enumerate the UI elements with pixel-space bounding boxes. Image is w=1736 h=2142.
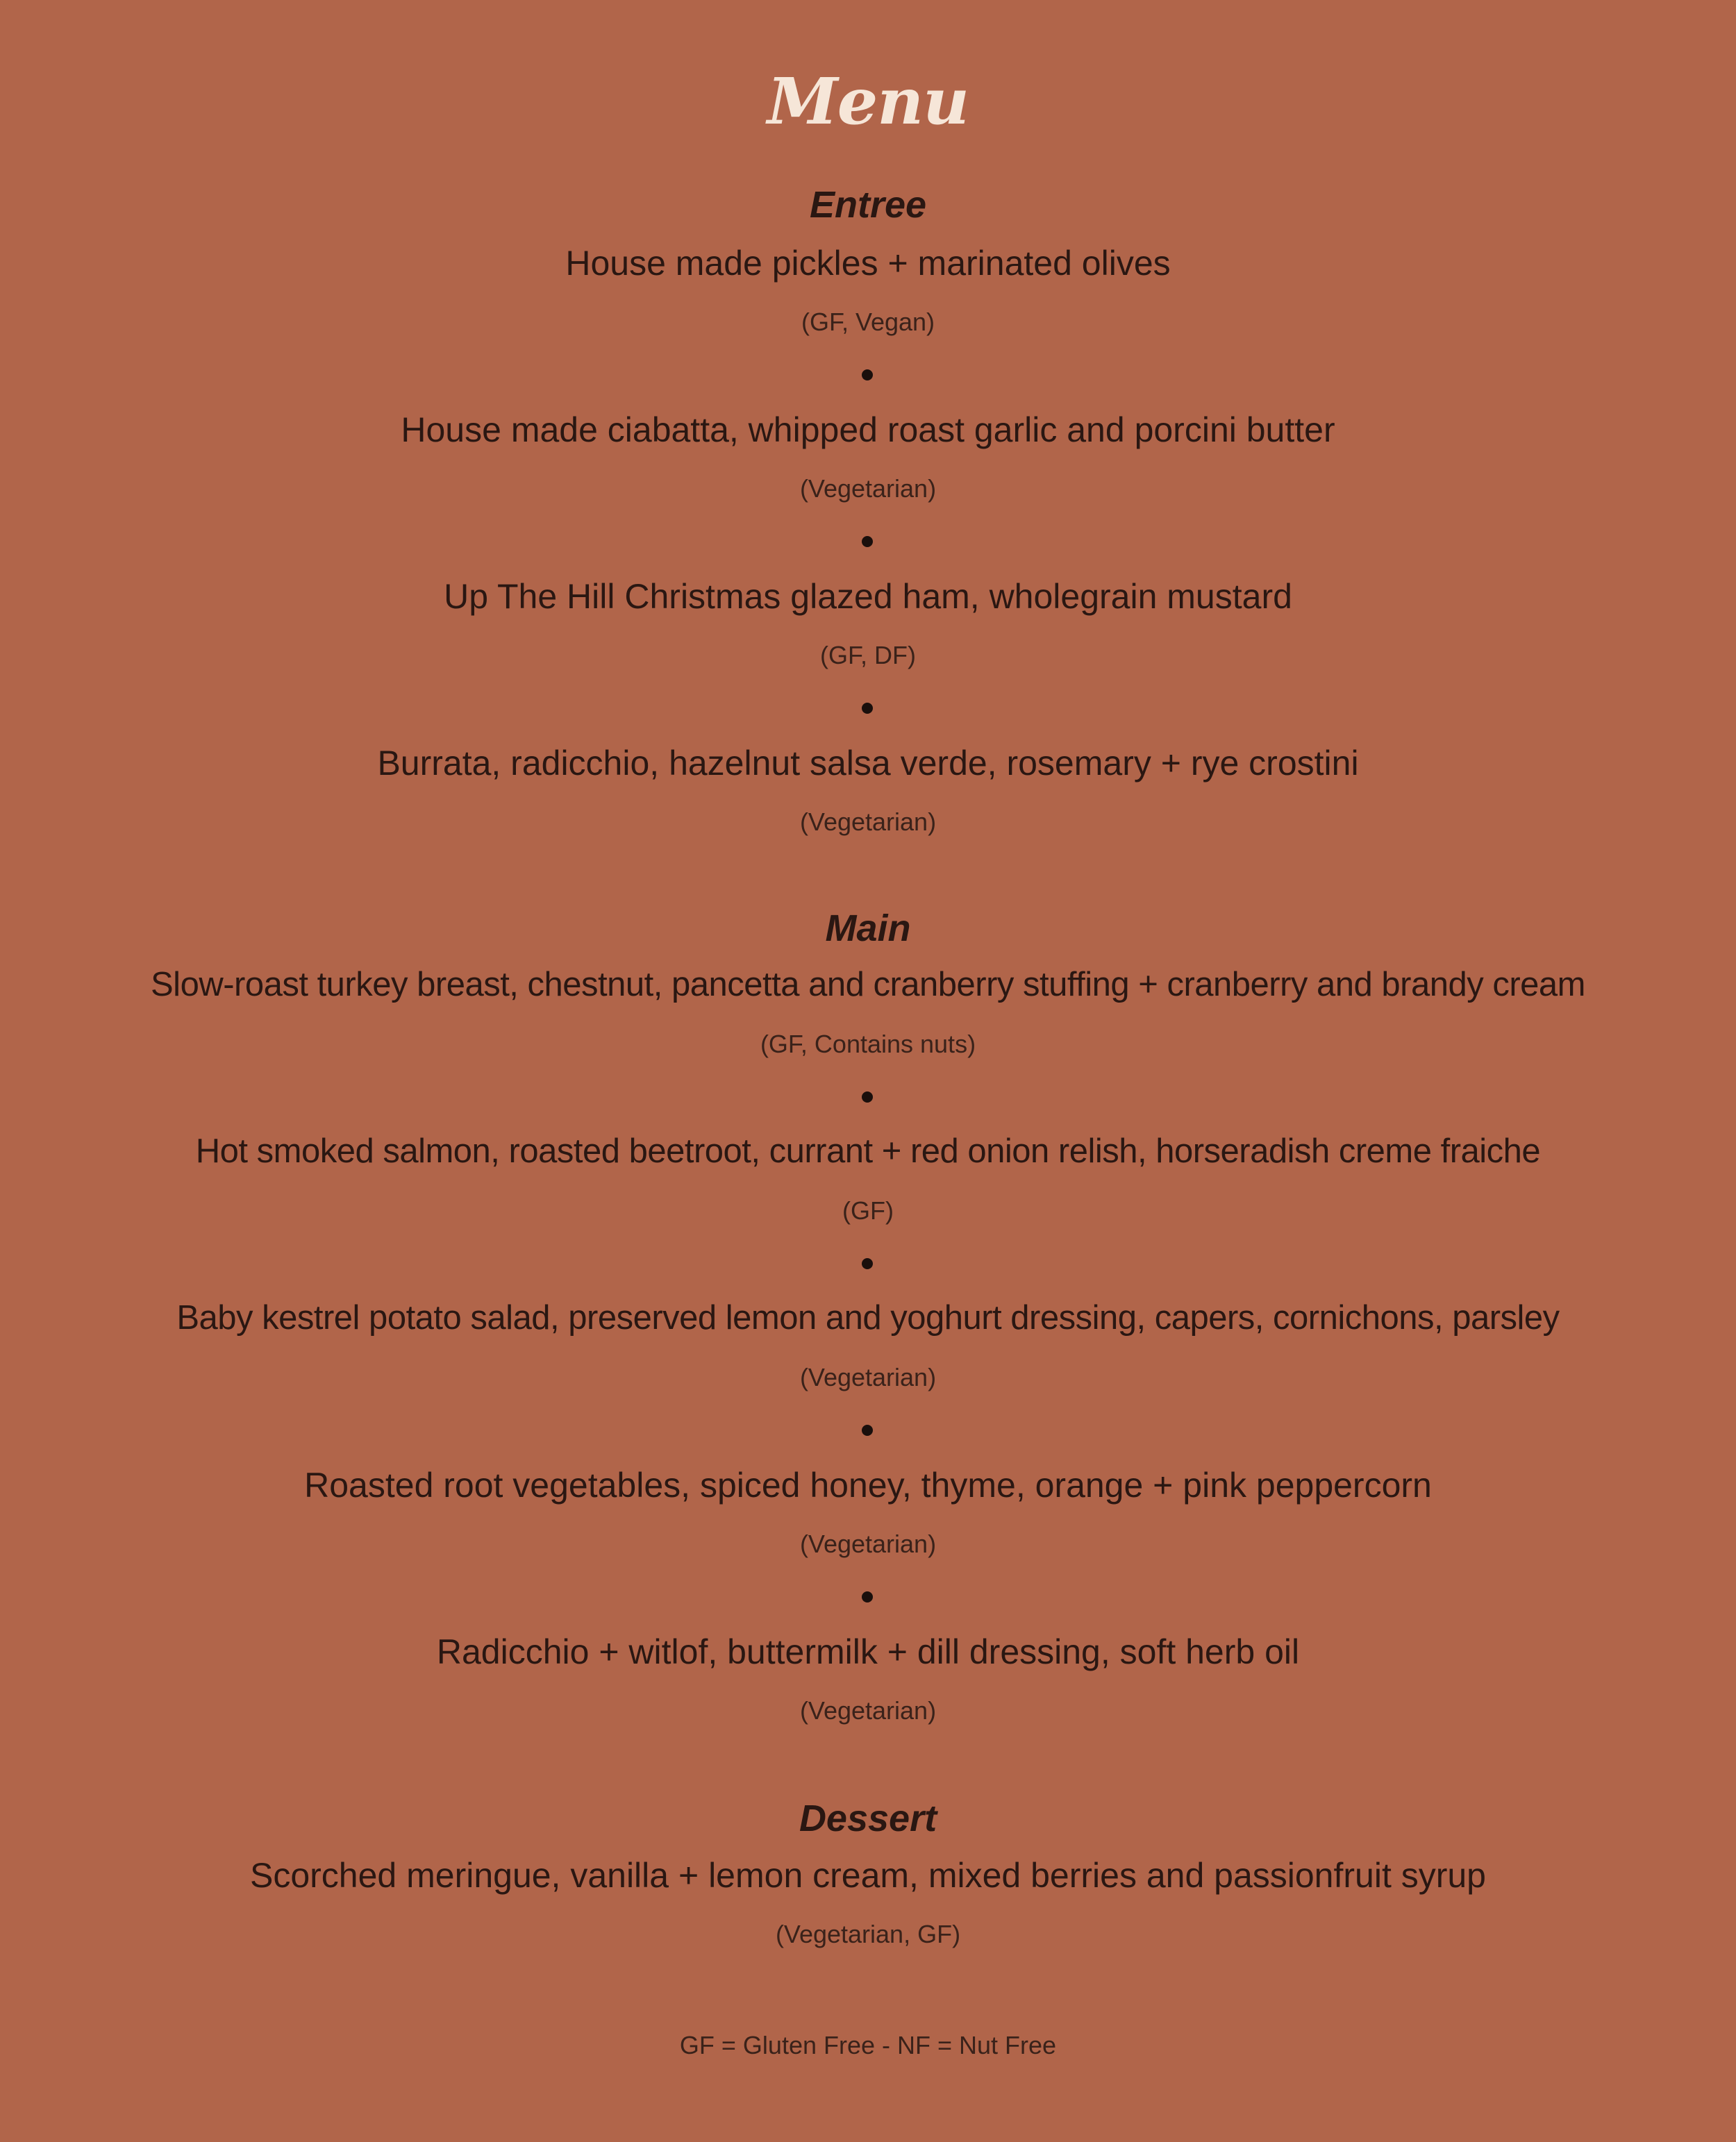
entree-item-name: House made ciabatta, whipped roast garlic and porcini butter [401,410,1335,449]
separator-dot [862,369,873,380]
main-item-name: Roasted root vegetables, spiced honey, thyme, orange + pink peppercorn [304,1466,1432,1505]
dessert-heading: Dessert [799,1798,937,1839]
dessert-item-name: Scorched meringue, vanilla + lemon cream, mixed berries and passionfruit syrup [249,1856,1486,1895]
separator-dot [862,536,873,547]
entree-item-name: Burrata, radicchio, hazelnut salsa verde, rosemary + rye crostini [377,744,1359,783]
menu-title: Menu [767,64,969,139]
main-item-name: Radicchio + witlof, buttermilk + dill dressing, soft herb oil [436,1632,1300,1671]
entree-item-name: Up The Hill Christmas glazed ham, wholegrain mustard [444,577,1292,616]
entree-item-diet: (Vegetarian) [799,474,937,503]
entree-item-diet: (Vegetarian) [799,808,937,836]
main-item-name: Slow-roast turkey breast, chestnut, pancetta and cranberry stuffing + cranberry and brandy cream [151,966,1585,1003]
main-item-diet: (GF) [842,1196,894,1225]
dessert-item-diet: (Vegetarian, GF) [775,1920,961,1948]
main-item-diet: (Vegetarian) [799,1696,937,1725]
dietary-legend: GF = Gluten Free - NF = Nut Free [679,2031,1057,2059]
main-heading: Main [825,907,911,949]
entree-heading: Entree [809,184,927,226]
main-item-diet: (Vegetarian) [799,1530,937,1558]
main-item-diet: (GF, Contains nuts) [760,1030,976,1058]
entree-item-name: House made pickles + marinated olives [565,244,1171,283]
separator-dot [862,1425,873,1436]
main-item-name: Baby kestrel potato salad, preserved lemon and yoghurt dressing, capers, cornichons, parsley [176,1299,1560,1337]
separator-dot [862,1091,873,1103]
main-item-name: Hot smoked salmon, roasted beetroot, currant + red onion relish, horseradish creme fraiche [195,1132,1541,1170]
main-item-diet: (Vegetarian) [799,1363,937,1391]
separator-dot [862,1258,873,1269]
entree-item-diet: (GF, Vegan) [801,308,935,336]
separator-dot [862,703,873,714]
separator-dot [862,1591,873,1603]
entree-item-diet: (GF, DF) [820,641,916,669]
